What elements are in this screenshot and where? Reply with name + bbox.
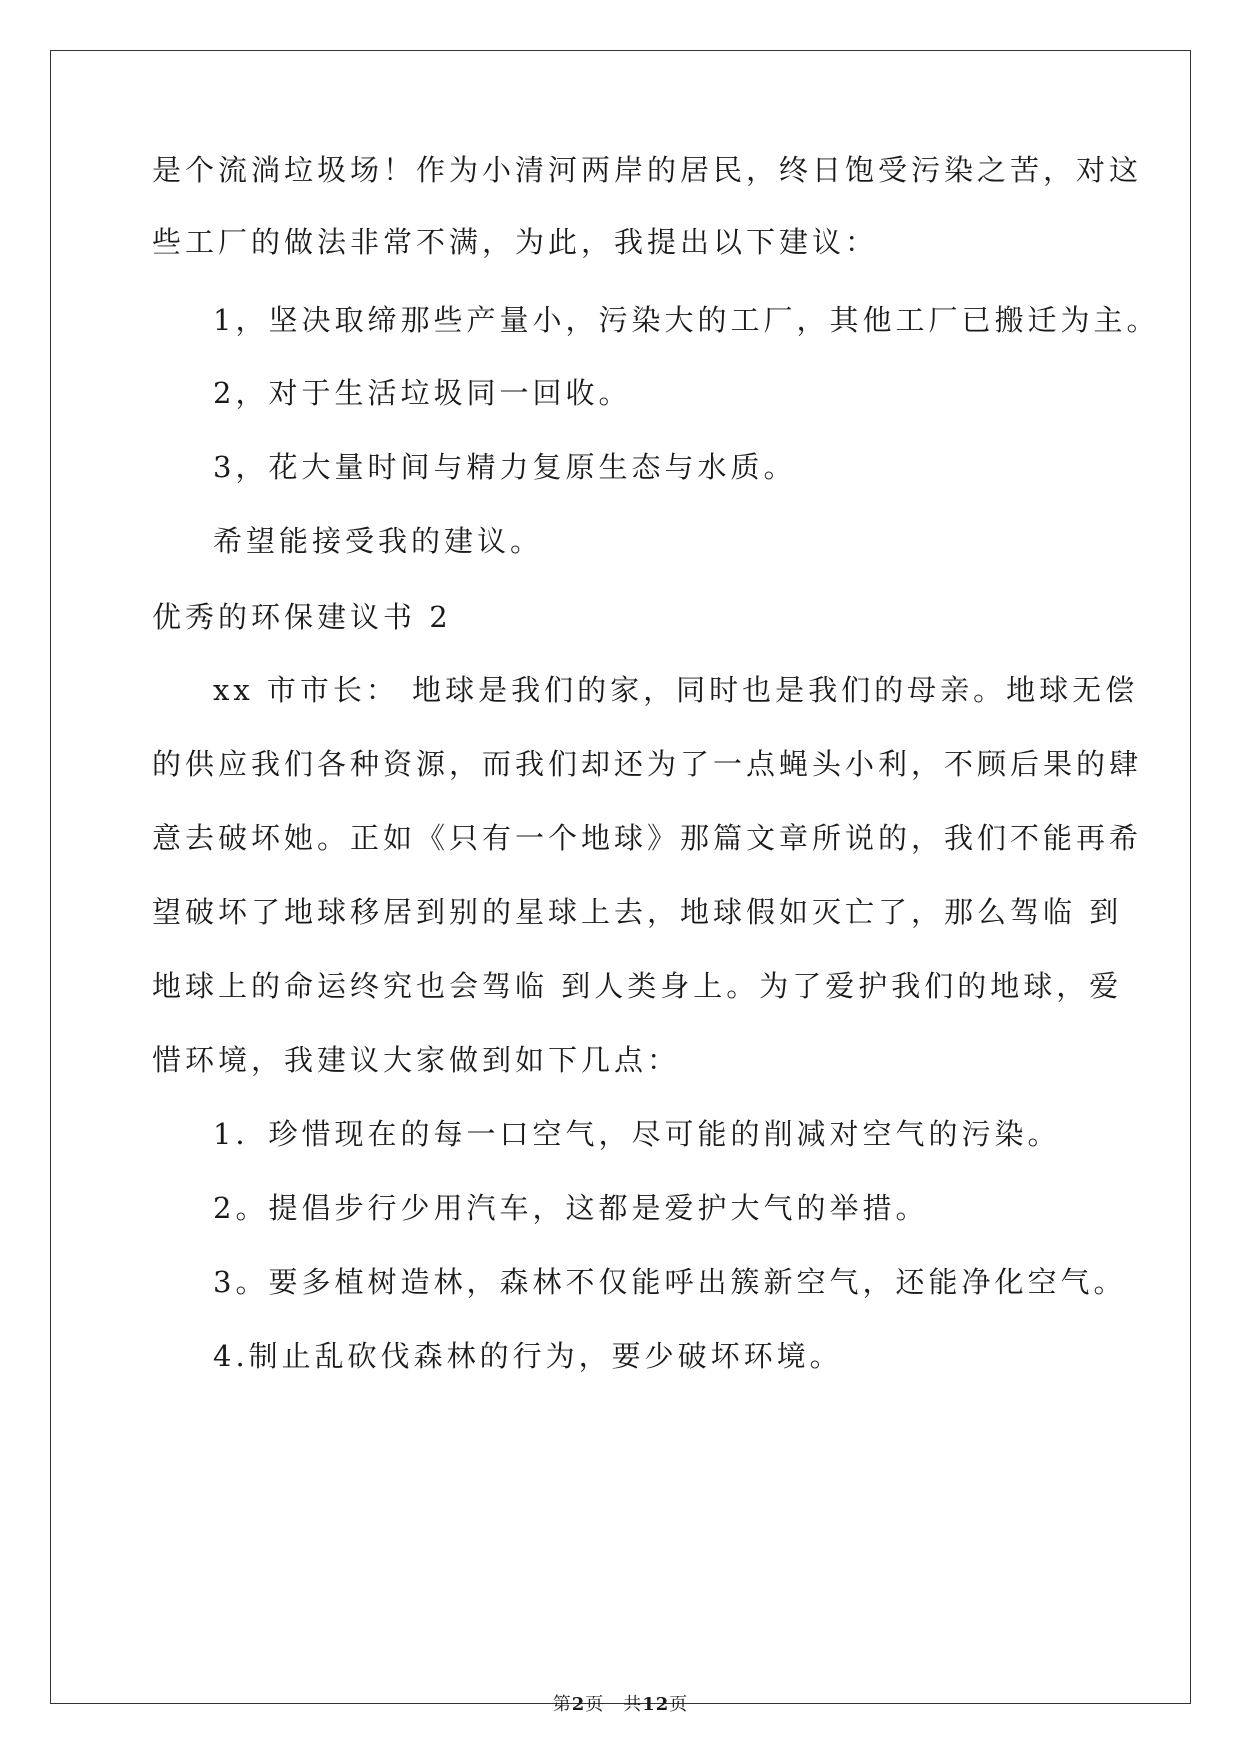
text-line-2: 些工厂的做法非常不满，为此，我提出以下建议： — [152, 225, 879, 259]
text-line-1: 是个流淌垃圾场！作为小清河两岸的居民，终日饱受污染之苦，对这 — [152, 153, 1143, 187]
text-line-12: 地球上的命运终究也会驾临 到人类身上。为了爱护我们的地球，爱 — [152, 969, 1123, 1003]
footer-mid: 页 共 — [585, 1694, 643, 1715]
suggestion-item-3: 3。要多植树造林，森林不仅能呼出簇新空气，还能净化空气。 — [213, 1265, 1127, 1299]
footer-suffix: 页 — [669, 1694, 689, 1715]
text-line-11: 望破坏了地球移居到别的星球上去，地球假如灭亡了，那么驾临 到 — [152, 895, 1123, 929]
page-border — [50, 50, 1191, 1704]
closing-sentence: 希望能接受我的建议。 — [213, 524, 544, 558]
page-number-footer — [0, 1693, 1241, 1717]
text-line-10: 意去破坏她。正如《只有一个地球》那篇文章所说的，我们不能再希 — [152, 821, 1143, 855]
text-line-9: 的供应我们各种资源，而我们却还为了一点蝇头小利，不顾后果的肆 — [152, 747, 1143, 781]
footer-total-pages: 12 — [642, 1694, 670, 1715]
text-line-13: 惜环境，我建议大家做到如下几点： — [152, 1043, 681, 1077]
suggestion-item-4: 4.制止乱砍伐森林的行为，要少破坏环境。 — [213, 1339, 843, 1373]
list-item-3: 3，花大量时间与精力复原生态与水质。 — [213, 450, 797, 484]
list-item-1: 1，坚决取缔那些产量小，污染大的工厂，其他工厂已搬迁为主。 — [213, 303, 1160, 337]
salutation-line: xx 市市长： 地球是我们的家，同时也是我们的母亲。地球无偿 — [213, 673, 1139, 707]
footer-prefix: 第 — [552, 1694, 572, 1715]
list-item-2: 2，对于生活垃圾同一回收。 — [213, 376, 632, 410]
section-heading: 优秀的环保建议书 2 — [152, 600, 452, 634]
suggestion-item-1: 1．珍惜现在的每一口空气，尽可能的削减对空气的污染。 — [213, 1117, 1061, 1151]
suggestion-item-2: 2。提倡步行少用汽车，这都是爱护大气的举措。 — [213, 1191, 929, 1225]
footer-current-page: 2 — [571, 1694, 586, 1715]
